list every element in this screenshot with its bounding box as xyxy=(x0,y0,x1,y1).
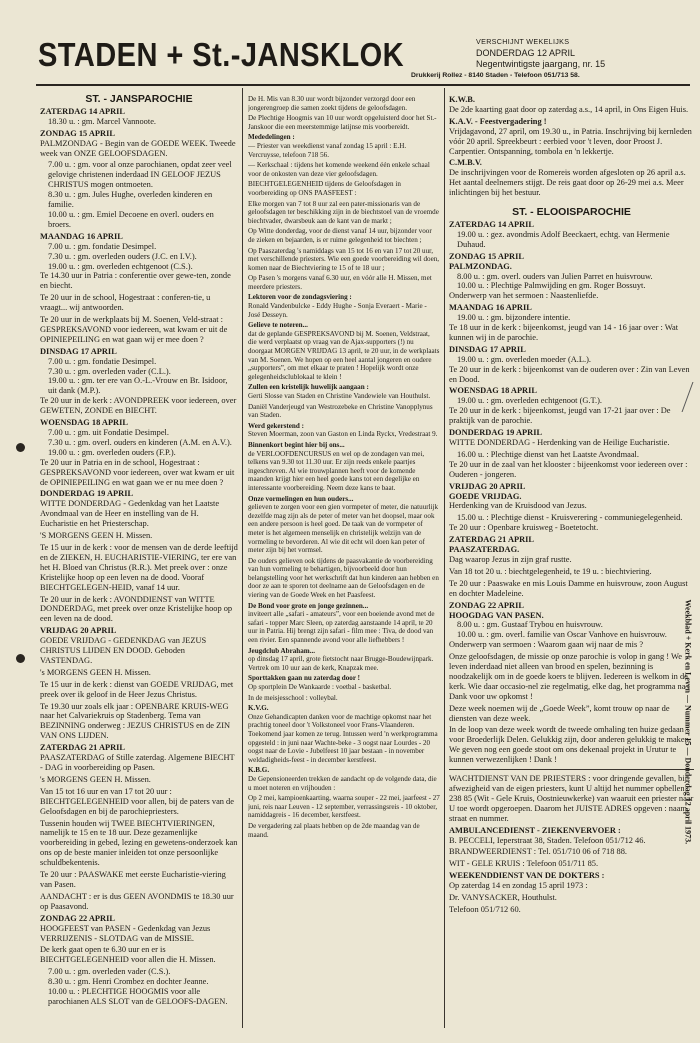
text-line: Op sportplein De Wankaarde : voetbal - basketbal. xyxy=(248,683,392,691)
text-line: B. PECCELI, Ieperstraat 38, Staden. Telefoon 051/712 46. xyxy=(449,835,646,845)
text-line: 7.00 u. : gm. fondatie Desimpel. xyxy=(48,356,157,366)
section-title: ST. - JANSPAROCHIE xyxy=(85,95,193,105)
text-line: Onze vormelingen en hun ouders... xyxy=(248,494,354,503)
text-line: Te 20 uur : Openbare kruisweg - Boetetocht. xyxy=(449,523,599,533)
column-st-elooisparochie xyxy=(449,95,694,1035)
text-line: 19.00 u. : gm. overleden ouders (F.P.). xyxy=(48,447,176,457)
text-line: 8.30 u. : gm. Jules Hughe, overleden kinderen en familie. xyxy=(48,190,213,210)
text-line: Mededelingen : xyxy=(248,133,295,142)
text-line: Van 15 tot 16 uur en van 17 tot 20 uur : BIECHTGELEGENHEID voor allen, bij de paters van de Geloofsdagen en bij de parochiepriesters. xyxy=(40,786,234,816)
text-line: PALMZONDAG. xyxy=(449,261,512,271)
text-line: WACHTDIENST VAN DE PRIESTERS : voor dringende gevallen, bij afwezigheid van de eigen priesters, kunt U altijd het nummer opbellen : 238 85 (Wit - Gele Kruis, Oostnieuwkerke) van waaruit een priester naar U toe wordt opgeroepen. Daarom het JUISTE ADRES opgeven : naam, straat en nummer. xyxy=(449,774,694,823)
text-line: Zullen een kristelijk huwelijk aangaan : xyxy=(248,383,369,392)
punch-hole xyxy=(16,654,25,663)
text-line: — Kerkschaal : tijdens het komende weekend één enkele schaal voor de onkosten van deze vier geloofsdagen. xyxy=(248,161,430,178)
text-line: Te 20 uur in de kerk : bijeenkomst van de ouderen over : Zin van Leven en Dood. xyxy=(449,364,690,384)
text-line: Te 20 uur in Patria en in de school, Hogestraat : GESPREKSAVOND voor iedereen, over wat kwam er uit de OPINIEPEILING en wat gaan we er nu mee doen ? xyxy=(40,457,235,487)
text-line: Dr. VANYSACKER, Houthulst. xyxy=(449,893,557,903)
text-line: 'S MORGENS GEEN H. Missen. xyxy=(40,531,153,541)
text-line: op dinsdag 17 april, grote fietstocht naar Brugge-Boudewijnpark. Vertrek om 10 uur aan de kerk, Knapzak mee. xyxy=(248,655,434,672)
text-line: WOENSDAG 18 APRIL xyxy=(40,418,128,428)
text-line: 7.30 u. : gm. overleden ouders (J.C. en I.V.). xyxy=(48,251,197,261)
text-line: 's MORGENS GEEN H. Missen. xyxy=(40,667,151,677)
text-line: Tussenin houden wij TWEE BIECHTVIERINGEN, namelijk te 15 en te 18 uur. Deze gezamenlijke voorbereiding in gebed, lezing en gewetens-onderzoek kan ons op de beste manier inleiden tot onze persoonlijke schuldbekentenis. xyxy=(40,818,238,868)
masthead-title: STADEN + St.-JANSKLOK xyxy=(38,36,405,73)
text-line: Te 20 uur : Paaswake en mis Louis Damme en huisvrouw, zoon August en dochter Madeleine. xyxy=(449,578,688,598)
text-line: Vrijdagavond, 27 april, om 19.30 u., in Patria. Inschrijving bij kernleden vóór 20 april. Spreekbeurt : eerbied voor 't leven, door Proost J. Carpentier. Ontspanning, tombola en 'n lekkertje. xyxy=(449,126,692,156)
text-line: GOEDE VRIJDAG - GEDENKDAG van JEZUS CHRISTUS LIJDEN EN DOOD. Geboden VASTENDAG. xyxy=(40,636,207,665)
punch-hole xyxy=(16,443,25,452)
text-line: Steven Moerman, zoon van Gaston en Linda Ryckx, Vredestraat 9. xyxy=(248,430,438,439)
text-line: Deze week noemen wij de „Goede Week”, komt trouw op naar de diensten van deze week. xyxy=(449,703,670,723)
text-line: Te 19.30 uur zoals elk jaar : OPENBARE KRUIS-WEG naar het Calvariekruis op Stadenberg. Tema van BEZINNING onderweg : JEZUS CHRISTUS en de ZIN VAN ONS LIJDEN. xyxy=(40,701,231,741)
text-line: In de loop van deze week wordt de tweede omhaling ten huize gedaan voor Broederlijk Delen. Gelukkig zijn, door anderen gelukkig te maken. We geven nog een goede stoot om ons dekenaal projekt in Urutur te kunnen verwezenlijken ! Dank ! xyxy=(449,725,691,765)
text-line: C.M.B.V. xyxy=(449,158,482,168)
text-line: Te 20 uur in de werkplaats bij M. Soenen, Veld-straat : GESPREKSAVOND voor iedereen, wat kwam er uit de OPINIEPEILING en wat gaan wij er mee doen ? xyxy=(40,315,228,344)
text-line: AANDACHT : er is dus GEEN AVONDMIS te 18.30 uur op Paasavond. xyxy=(40,891,234,911)
text-line: Op Paaszaterdag 's namiddags van 15 tot 16 en van 17 tot 20 uur, met verschillende priesters. Wie een goede voorbereiding wil doen, komen naar de Biechtviering te 15 of te 18 uur ; xyxy=(248,246,440,272)
text-line: Onze geloofsdagen, de missie op onze parochie is volop in gang ! We leven inderdaad niet alleen van brood en spelen, bezinning is noodzakelijk om in de goede koers te blijven. Iedereen is welkom in de kerk. Wie daar occasio-nel zie regelmatig, elke dag, het programma na ! Dank voor uw opkomst ! xyxy=(449,652,691,701)
text-line: ZATERDAG 21 APRIL xyxy=(40,743,125,753)
text-line: 8.30 u. : gm. Henri Crombez en dochter Jeanne. xyxy=(48,977,209,987)
text-line: VRIJDAG 20 APRIL xyxy=(40,626,117,636)
text-line: DONDERDAG 19 APRIL xyxy=(40,489,134,499)
text-line: Elke morgen van 7 tot 8 uur zal een pater-missionaris van de geloofsdagen ter beschikking zijn in de biechtstoel van de vroemde biechtvader, dwarsbeuk aan de kant van de markt ; xyxy=(248,199,439,225)
text-line: Dag waarop Jezus in zijn graf rustte. xyxy=(449,554,572,564)
text-line: 10.00 u. : gm. Emiel Decoene en overl. ouders en broers. xyxy=(48,209,214,229)
text-line: 8.00 u. : gm. overl. ouders van Julien Parret en huisvrouw. xyxy=(457,271,653,281)
text-line: Te 20 uur : PAASWAKE met eerste Eucharistie-viering van Pasen. xyxy=(40,870,226,889)
text-line: ZONDAG 15 APRIL xyxy=(40,128,115,138)
text-line: 15.00 u. : Plechtige dienst - Kruisverering - communiegelegenheid. xyxy=(457,513,683,523)
text-line: De ouders gelieven ook tijdens de paasvakantie de voorbereiding van hun vormeling te behartigen, bijvoorbeeld door hun belangstelling voor het werkschrift dat hun kinderen aan hebben en door ze aan te sporen tot deelname aan de Geloofsdagen en de viering van de Goede Week en het Paasfeest. xyxy=(248,556,439,600)
text-line: Gelieve te noteren... xyxy=(248,321,308,330)
text-line: ZONDAG 22 APRIL xyxy=(449,600,524,610)
text-line: Te 14.30 uur in Patria : conferentie over gewe-ten, zonde en biecht. xyxy=(40,271,231,291)
text-line: De Plechtige Hoogmis van 10 uur wordt opgeluisterd door het St.-Janskoor die een meerstemmige latijnse mis voorbereidt. xyxy=(248,114,437,131)
text-line: ZATERDAG 21 APRIL xyxy=(449,535,534,545)
text-line: WIT - GELE KRUIS : Telefoon 051/711 85. xyxy=(449,859,599,869)
text-line: 7.30 u. : gm. overleden vader (C.L.). xyxy=(48,366,171,376)
text-line: 7.00 u. : gm. voor al onze parochianen, opdat zeer veel gelovige christenen inderdaad IN GELOOF JEZUS CHRISTUS mogen ontmoeten. xyxy=(48,160,232,190)
text-line: De Bond voor grote en jonge gezinnen... xyxy=(248,601,369,610)
text-line: 19.00 u. : gm. overleden moeder (A.L.). xyxy=(457,354,591,364)
text-line: Sporttakken gaan nu zaterdag door ! xyxy=(248,674,361,683)
issue-date: DONDERDAG 12 APRIL xyxy=(476,47,576,58)
text-line: Gerti Slosse van Staden en Christine Vandewiele van Houthulst. xyxy=(248,392,431,400)
text-line: 7.30 u. : gm. overl. ouders en kinderen (A.M. en A.V.). xyxy=(48,437,232,447)
text-line: 18.30 u. : gm. Marcel Vannoote. xyxy=(48,116,157,126)
elooi-schedule xyxy=(449,220,694,765)
text-line: BIECHTGELEGENHEID tijdens de Geloofsdagen in voorbereiding op ONS PAASFEEST : xyxy=(248,180,401,197)
section-title: ST. - ELOOISPAROCHIE xyxy=(512,206,631,219)
text-line: 7.00 u. : gm. fondatie Desimpel. xyxy=(48,241,157,251)
text-line: Te 20 uur in de kerk : bijeenkomst, jeugd van 17-21 jaar over : De praktijk van de parochie. xyxy=(449,406,671,426)
text-line: Op Pasen 's morgens vanaf 6.30 uur, en vóór alle H. Missen, met meerdere priesters. xyxy=(248,274,432,291)
text-line: gelieven te zorgen voor een gien vormpeter of meter, die natuurlijk dezelfde mag zijn als de peter of meter van het doopsel, maar ook een andere persoon is heel goed. De taak van de vormpeter of meter is het algemeen menselijk en christelijk welzijn van de vormeling te bevorderen. Al wie dit echt wil doen kan peter of meter zijn bij het vormsel. xyxy=(248,503,439,555)
text-line: DONDERDAG 19 APRIL xyxy=(449,428,543,438)
text-line: 19.00 u. : gm. overleden echtgenoot (G.T.). xyxy=(457,396,602,406)
text-line: Te 15 uur in de kerk : voor de mensen van de derde leeftijd en de ZIEKEN, H. EUCHARISTIE-VIERING, ter ere van het H. Bloed van Christus (R.R.). Met preek over : onze Kristelijke hoop op een leven na de dood. Vooraf BIECHTGELEGEN-HEID, vanaf 14 uur. xyxy=(40,542,238,592)
text-line: 10.00 u. : gm. overl. familie van Oscar Vanhove en huisvrouw. xyxy=(457,630,667,640)
text-line: Ronald Vandenbulcke - Eddy Hughe - Sonja Everaert - Marie - José Desseyn. xyxy=(248,302,427,319)
text-line: MAANDAG 16 APRIL xyxy=(449,303,532,313)
text-line: HOOGDAG VAN PASEN. xyxy=(449,610,544,620)
text-line: K.W.B. xyxy=(449,95,475,104)
text-line: De H. Mis van 8.30 uur wordt bijzonder verzorgd door een jongerengroep die samen zoekt tijdens de geloofsdagen. xyxy=(248,95,416,112)
text-line: 19.00 u. : gm. ter ere van O.-L.-Vrouw en Br. Isidoor, uit dank (M.P.). xyxy=(48,376,228,396)
text-line: Te 15 uur in de kerk : dienst van GOEDE VRIJDAG, met preek over ik geloof in de Heer Jezus Christus. xyxy=(40,679,234,699)
text-line: 16.00 u. : Plechtige dienst van het Laatste Avondmaal. xyxy=(457,449,639,459)
text-line: Van 18 tot 20 u. : biechtgelegenheid, te 19 u. : biechtviering. xyxy=(449,566,652,576)
text-line: MAANDAG 16 APRIL xyxy=(40,231,123,241)
text-line: WEEKENDDIENST VAN DE DOKTERS : xyxy=(449,871,605,881)
text-line: GOEDE VRIJDAG. xyxy=(449,491,522,501)
text-line: AMBULANCEDIENST - ZIEKENVERVOER : xyxy=(449,825,621,835)
text-line: Te 20 uur in de zaal van het klooster : bijeenkomst voor iedereen over : Ouderen - jongeren. xyxy=(449,459,688,479)
text-line: De kerk gaat open te 6.30 uur en er is BIECHTGELEGENHEID voor allen die H. Missen. xyxy=(40,945,216,965)
text-line: Telefoon 051/712 60. xyxy=(449,904,521,914)
column-st-jansparochie xyxy=(40,95,238,1035)
text-line: In de meisjesschool : volleybal. xyxy=(248,693,338,702)
issue-volume: Negentwintigste jaargang, nr. 15 xyxy=(476,59,606,69)
text-line: 19.00 u. : gez. avondmis Adolf Beeckaert, echtg. van Hermenie Duhaud. xyxy=(457,229,670,249)
side-caption xyxy=(683,600,693,1000)
text-line: 's MORGENS GEEN H. Missen. xyxy=(40,774,151,784)
text-line: BRANDWEERDIENST : Tel. 051/710 06 of 718 88. xyxy=(449,847,627,857)
masthead-rule xyxy=(36,84,690,86)
notices-rule xyxy=(449,769,694,770)
text-line: WITTE DONDERDAG - Gedenkdag van het Laatste Avondmaal van de Heer en instelling van de H. Eucharistie en het Priesterschap. xyxy=(40,499,220,529)
text-line: 7.00 u. : gm. overleden vader (C.S.). xyxy=(48,967,171,977)
text-line: ZONDAG 22 APRIL xyxy=(40,913,115,923)
text-line: WITTE DONDERDAG - Herdenking van de Heilige Eucharistie. xyxy=(449,438,670,447)
printer-line: Drukkerij Rollez - 8140 Staden - Telefoon 051/713 58. xyxy=(411,72,580,79)
text-line: Jeugdclub Abraham... xyxy=(248,646,316,655)
text-line: De inschrijvingen voor de Romereis worden afgesloten op 26 april a.s. Het aantal deelnemers stijgt. De reis gaat door op 26-29 mei a.s. Meer inlichtingen bij het bestuur. xyxy=(449,168,686,198)
column-divider xyxy=(444,88,445,1028)
text-line: Herdenking van de Kruisdood van Jezus. xyxy=(449,501,587,511)
text-line: PAASZATERDAG of Stille zaterdag. Algemene BIECHT - DAG in voorbereiding op Pasen. xyxy=(40,753,235,772)
text-line: 10.00 u. : PLECHTIGE HOOGMIS voor alle parochianen ALS SLOT van de GELOOFS-DAGEN. xyxy=(48,987,228,1006)
text-line: DINSDAG 17 APRIL xyxy=(449,344,526,354)
text-line: 10.00 u. : Plechtige Palmwijding en gm. Roger Bossuyt. xyxy=(457,281,646,291)
side-caption-text: Weekblad + Kerk en Leven — Nummer 15 — Donderdag 12 april 1973. xyxy=(683,599,693,845)
text-line: HOOGFEEST van PASEN - Gedenkdag van Jezus VERRIJZENIS - SLOTDAG van de MISSIE. xyxy=(40,923,211,943)
associations-block xyxy=(449,95,694,198)
text-line: Op 2 mei, kampioenkaarting, waarna souper - 22 mei, jaarfeest - 27 juni, reis naar Leuven - 12 september, verrassingsreis - 10 oktober, namiddagreis - 16 december, kerstfeest. xyxy=(248,794,440,820)
text-line: Daniël Vanderjeugd van Westrozebeke en Christine Vanopplynus van Staden. xyxy=(248,402,433,420)
text-line: PALMZONDAG - Begin van de GOEDE WEEK. Tweede week van ONZE GELOOFSDAGEN. xyxy=(40,138,236,158)
text-line: K.A.V. - Feestvergadering ! xyxy=(449,116,547,126)
text-line: De vergadering zal plaats hebben op de 2de maandag van de maand. xyxy=(248,821,420,839)
text-line: Onderwerp van sermoen : Waarom gaan wij naar de mis ? xyxy=(449,640,644,650)
text-line: VRIJDAG 20 APRIL xyxy=(449,481,526,491)
text-line: De 2de kaarting gaat door op zaterdag a.s., 14 april, in Ons Eigen Huis. xyxy=(449,104,689,114)
text-line: Te 20 uur in de kerk : AVONDPREEK voor iedereen, over GEWETEN, ZONDE en BIECHT. xyxy=(40,396,237,416)
text-line: Te 20 uur in de school, Hogestraat : conferen-tie, u vraagt... wij antwoorden. xyxy=(40,293,211,313)
text-line: de VERLOOFDENCURSUS en wel op de zondagen van mei, telkens van 9.30 tot 11.30 uur. Er zijn reeds enkele paartjes ingeschreven. Al wie trouwplannen heeft voor de komende maanden krijgt hier een heel goede kans tot een degelijke en interessante voorbereiding. Neem deze kans te baat. xyxy=(248,449,425,492)
text-line: K.V.G. xyxy=(248,704,269,713)
text-line: DINSDAG 17 APRIL xyxy=(40,346,117,356)
text-line: ZATERDAG 14 APRIL xyxy=(40,106,125,116)
issue-frequency: VERSCHIJNT WEKELIJKS xyxy=(476,37,570,46)
text-line: Onderwerp van het sermoen : Naastenliefde. xyxy=(449,291,599,301)
text-line: 19.00 u. : gm. overleden echtgenoot (C.S.). xyxy=(48,261,193,271)
text-line: Te 18 uur in de kerk : bijeenkomst, jeugd van 14 - 16 jaar over : Wat kunnen wij in de parochie. xyxy=(449,323,679,342)
text-line: — Priester van weekdienst vanaf zondag 15 april : E.H. Vercruysse, telefoon 718 56. xyxy=(248,141,407,159)
text-line: Werd gekerstend : xyxy=(248,421,304,430)
issue-info xyxy=(476,36,688,71)
text-line: De Gepensioneerden trekken de aandacht op de volgende data, die u moet noteren en vrijhouden : xyxy=(248,774,437,792)
text-line: Onze Gehandicapten danken voor de machtige opkomst naar het prachtig toneel door 't Volkstoneel voor Frans-Vlaanderen. Toekomend jaar komen ze terug. Intussen werd 'n werkprogramma opgesteld : in juni naar Wachte-beke - 3 oogst naar Lourdes - 20 oogst naar de Lovie - Jubelfeest 10 jaar bestaan - in november weldadigheids-feest - in december kerstfeest. xyxy=(248,712,438,764)
text-line: ZONDAG 15 APRIL xyxy=(449,251,524,261)
text-line: K.B.G. xyxy=(248,766,270,775)
text-line: 19.00 u. : gm. bijzondere intentie. xyxy=(457,313,571,323)
text-line: Binnenkort begint hier bij ons... xyxy=(248,440,345,449)
text-line: 8.00 u. : gm. Gustaaf Trybou en huisvrouw. xyxy=(457,620,603,630)
text-line: 7.00 u. : gm. uit Fondatie Desimpel. xyxy=(48,428,169,437)
notices-block xyxy=(449,774,694,915)
text-line: inviteert alle „safari - amateurs”, voor een boeiende avond met de safari - topper Marc Sleen, op zaterdag aanstaande 14 april, te 20 uur in Patria. Hij brengt zijn safari - film mee : Tiva, de dood van een rivier. Een spannende avond voor alle liefhebbers ! xyxy=(248,610,435,645)
text-line: dat de geplande GESPREKSAVOND bij M. Soenen, Veldstraat, die werd verplaatst op vraag van de Ajax-supporters (!) nu doorgaat MORGEN VRIJDAG 13 april, te 20 uur, in de werkplaats van M. Soenen. We hopen op een heel aantal jongeren en oudere „supporters”, om met elkaar te praten ! Hopelijk wordt onze gelegenheidsclublokaal te klein ! xyxy=(248,329,440,381)
text-line: PAASZATERDAG. xyxy=(449,545,520,555)
text-line: Op zaterdag 14 en zondag 15 april 1973 : xyxy=(449,881,588,891)
column-divider xyxy=(242,88,243,1028)
text-line: ZATERDAG 14 APRIL xyxy=(449,219,534,229)
text-line: WOENSDAG 18 APRIL xyxy=(449,386,537,396)
text-line: Te 20 uur in de kerk : AVONDDIENST van WITTE DONDERDAG, met preek over onze Kristelijke hoop op een leven na de dood. xyxy=(40,594,233,624)
text-line: Op Witte donderdag, voor de dienst vanaf 14 uur, bijzonder voor de zieken en bejaarden, is er ruime gelegenheid tot biechten ; xyxy=(248,227,432,244)
text-line: Lektoren voor de zondagsviering : xyxy=(248,293,352,302)
column-announcements xyxy=(248,95,440,1035)
